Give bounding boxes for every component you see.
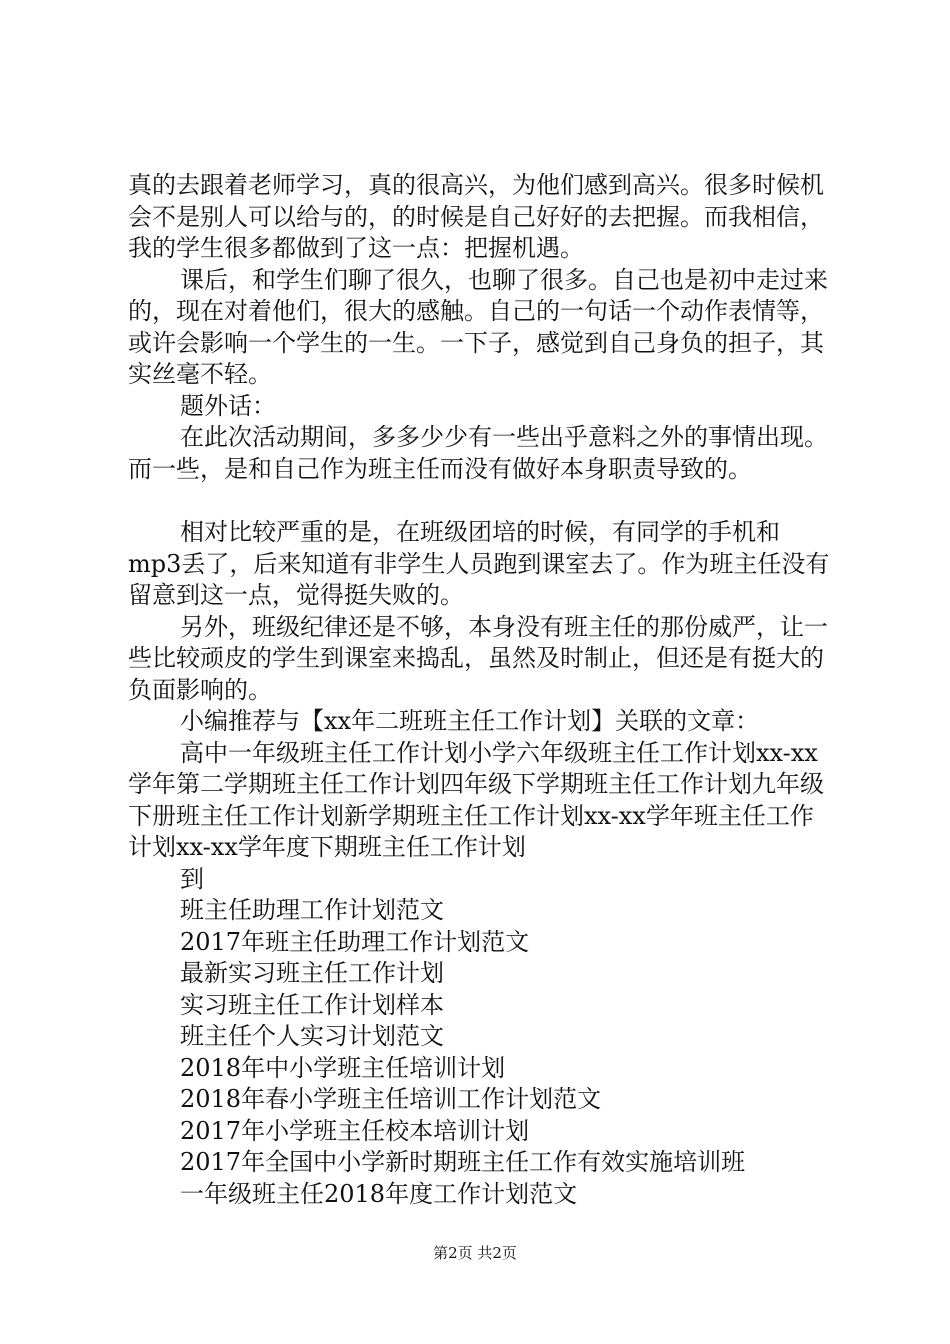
link-item[interactable]: 实习班主任工作计划样本: [180, 990, 444, 1019]
paragraph-after-class: 课后，和学生们聊了很久，也聊了很多。自己也是初中走过来的，现在对着他们，很大的感触。自己的一句话一个动作表情等，或许会影响一个学生的一生。一下子，感觉到自己身负的担子，其实丝毫不轻。: [128, 265, 828, 388]
paragraph-discipline: 另外，班级纪律还是不够，本身没有班主任的那份威严，让一些比较顽皮的学生到课室来捣乱，虽然及时制止，但还是有挺大的负面影响的。: [128, 612, 828, 704]
link-item[interactable]: 2017年小学班主任校本培训计划: [180, 1116, 530, 1145]
page-footer: 第2页 共2页: [433, 1244, 517, 1262]
paragraph-related-titles: 高中一年级班主任工作计划小学六年级班主任工作计划xx-xx学年第二学期班主任工作计划四年级下学期班主任工作计划九年级下册班主任工作计划新学期班主任工作计划xx-xx学年班主任工作计划xx-xx学年度下期班主任工作计划: [128, 738, 824, 861]
link-item[interactable]: 2018年春小学班主任培训工作计划范文: [180, 1085, 602, 1113]
paragraph-opportunity: 真的去跟着老师学习，真的很高兴，为他们感到高兴。很多时候机会不是别人可以给与的，的时候是自己好好的去把握。而我相信，我的学生很多都做到了这一点：把握机遇。: [128, 171, 824, 262]
link-item[interactable]: 2017年全国中小学新时期班主任工作有效实施培训班: [180, 1148, 746, 1176]
link-item[interactable]: 班主任个人实习计划范文: [180, 1022, 444, 1050]
link-item[interactable]: 班主任助理工作计划范文: [180, 896, 444, 924]
paragraph-recommend-heading: 小编推荐与【xx年二班班主任工作计划】关联的文章：: [180, 707, 760, 735]
paragraph-spacer: [128, 485, 833, 517]
paragraph-activity: 在此次活动期间，多多少少有一些出乎意料之外的事情出现。而一些，是和自己作为班主任而没有做好本身职责导致的。: [128, 423, 828, 483]
link-item-to[interactable]: 到: [180, 864, 204, 893]
document-body: [128, 170, 833, 1210]
related-links-list: [128, 864, 833, 1211]
link-item[interactable]: 最新实习班主任工作计划: [180, 959, 444, 987]
paragraph-lost-items: 相对比较严重的是，在班级团培的时候，有同学的手机和mp3丢了，后来知道有非学生人员跑到课室去了。作为班主任没有留意到这一点，觉得挺失败的。: [128, 518, 830, 609]
link-item[interactable]: 2018年中小学班主任培训计划: [180, 1053, 506, 1082]
paragraph-aside-heading: 题外话：: [180, 391, 276, 420]
link-item[interactable]: 2017年班主任助理工作计划范文: [180, 927, 530, 956]
link-item[interactable]: 一年级班主任2018年度工作计划范文: [180, 1179, 578, 1208]
